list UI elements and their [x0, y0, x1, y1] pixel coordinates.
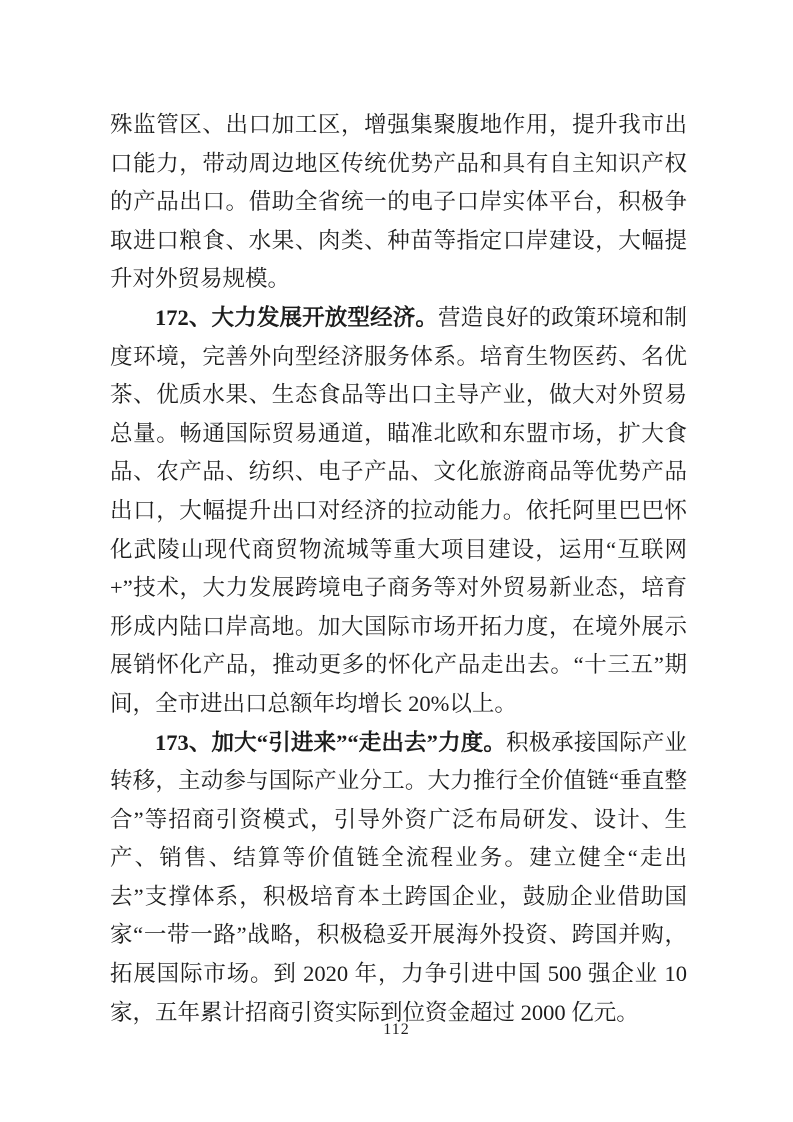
paragraph-text: 营造良好的政策环境和制度环境，完善外向型经济服务体系。培育生物医药、名优茶、优质水果、生态食品等出口主导产业，做大对外贸易总量。畅通国际贸易通道，瞄准北欧和东盟市场，扩大食品、农产品、纺织、电子产品、文化旅游商品等优势产品出口，大幅提升出口对经济的拉动能力。依托阿里巴巴怀化武陵山现代商贸物流城等重大项目建设，运用“互联网+”技术，大力发展跨境电子商务等对外贸易新业态，培育形成内陆口岸高地。加大国际市场开拓力度，在境外展示展销怀化产品，推动更多的怀化产品走出去。“十三五”期间，全市进出口总额年均增长 20%以上。	[110, 304, 687, 716]
page-content	[110, 106, 687, 1032]
paragraph-text: 殊监管区、出口加工区，增强集聚腹地作用，提升我市出口能力，带动周边地区传统优势产品和具有自主知识产权的产品出口。借助全省统一的电子口岸实体平台，积极争取进口粮食、水果、肉类、种苗等指定口岸建设，大幅提升对外贸易规模。	[110, 112, 687, 292]
paragraph-172	[110, 299, 687, 724]
paragraph-heading: 172、大力发展开放型经济。	[155, 304, 439, 330]
paragraph-text: 积极承接国际产业转移，主动参与国际产业分工。大力推行全价值链“垂直整合”等招商引资模式，引导外资广泛布局研发、设计、生产、销售、结算等价值链全流程业务。建立健全“走出去”支撑体系，积极培育本土跨国企业，鼓励企业借助国家“一带一路”战略，积极稳妥开展海外投资、跨国并购，拓展国际市场。到 2020 年，力争引进中国 500 强企业 10 家，五年累计招商引资实际到位资金超过 2000 亿元。	[110, 729, 687, 1025]
paragraph-173	[110, 724, 687, 1033]
page-number: 112	[383, 1021, 410, 1038]
paragraph-heading: 173、加大“引进来”“走出去”力度。	[155, 729, 506, 755]
paragraph-continuation	[110, 106, 687, 299]
